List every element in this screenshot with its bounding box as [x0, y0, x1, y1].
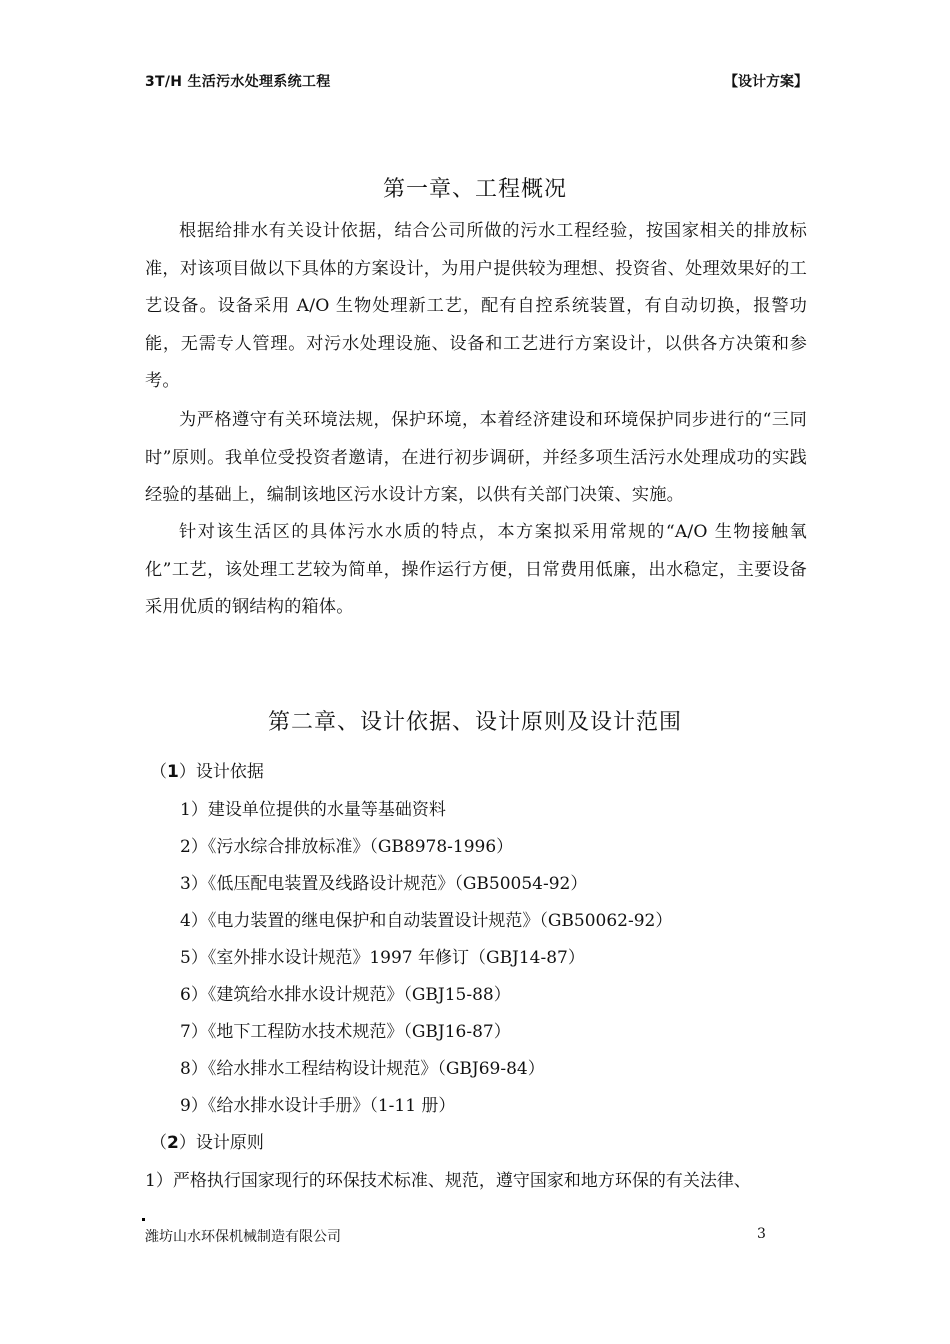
section-label-text: ）设计原则	[178, 1133, 264, 1153]
chapter-1-paragraph-2: 为严格遵守有关环境法规，保护环境，本着经济建设和环境保护同步进行的“三同时”原则。我单位受投资者邀请，在进行初步调研，并经多项生活污水处理成功的实践经验的基础上，编制该地区污水设计方案，以供有关部门决策、实施。	[145, 410, 807, 505]
section-design-principles-heading	[150, 1128, 264, 1153]
footer-company: 潍坊山水环保机械制造有限公司	[145, 1229, 341, 1245]
reference-item: 2）《污水综合排放标准》（GB8978-1996）	[180, 837, 514, 857]
reference-item: 4）《电力装置的继电保护和自动装置设计规范》（GB50062-92）	[180, 911, 673, 931]
section-number: 2	[167, 1133, 179, 1153]
reference-item: 3）《低压配电装置及线路设计规范》（GB50054-92）	[180, 874, 588, 894]
reference-item: 1）建设单位提供的水量等基础资料	[180, 800, 446, 820]
reference-item: 7）《地下工程防水技术规范》（GBJ16-87）	[180, 1022, 511, 1042]
principle-item: 1）严格执行国家现行的环保技术标准、规范，遵守国家和地方环保的有关法律、	[145, 1171, 751, 1191]
section-label-text: ）设计依据	[178, 762, 264, 782]
chapter-1-title: 第一章、工程概况	[382, 177, 567, 202]
section-design-basis-heading	[150, 757, 264, 782]
reference-item: 9）《给水排水设计手册》（1-11 册）	[180, 1096, 456, 1116]
section-open-paren: （	[150, 762, 167, 782]
reference-item: 8）《给水排水工程结构设计规范》（GBJ69-84）	[180, 1059, 545, 1079]
chapter-1-paragraph-1: 根据给排水有关设计依据，结合公司所做的污水工程经验，按国家相关的排放标准，对该项目做以下具体的方案设计，为用户提供较为理想、投资省、处理效果好的工艺设备。设备采用 A/O 生物处理新工艺，配有自控系统装置，有自动切换，报警功能，无需专人管理。对污水处理设施、设备和工艺进行方案设计，以供各方决策和参考。	[145, 221, 807, 391]
footer-marker	[142, 1218, 145, 1221]
chapter-2-title: 第二章、设计依据、设计原则及设计范围	[267, 710, 682, 735]
reference-item: 6）《建筑给水排水设计规范》（GBJ15-88）	[180, 985, 511, 1005]
section-open-paren: （	[150, 1133, 167, 1153]
section-number: 1	[167, 762, 179, 782]
reference-item: 5）《室外排水设计规范》1997 年修订（GBJ14-87）	[180, 948, 585, 968]
page-number: 3	[757, 1226, 766, 1242]
header-title: 3T/H 生活污水处理系统工程	[145, 74, 331, 90]
chapter-1-paragraph-3: 针对该生活区的具体污水水质的特点，本方案拟采用常规的“A/O 生物接触氧化”工艺，该处理工艺较为简单，操作运行方便，日常费用低廉，出水稳定，主要设备采用优质的钢结构的箱体。	[145, 522, 807, 617]
header-doc-type: 【设计方案】	[724, 74, 808, 90]
